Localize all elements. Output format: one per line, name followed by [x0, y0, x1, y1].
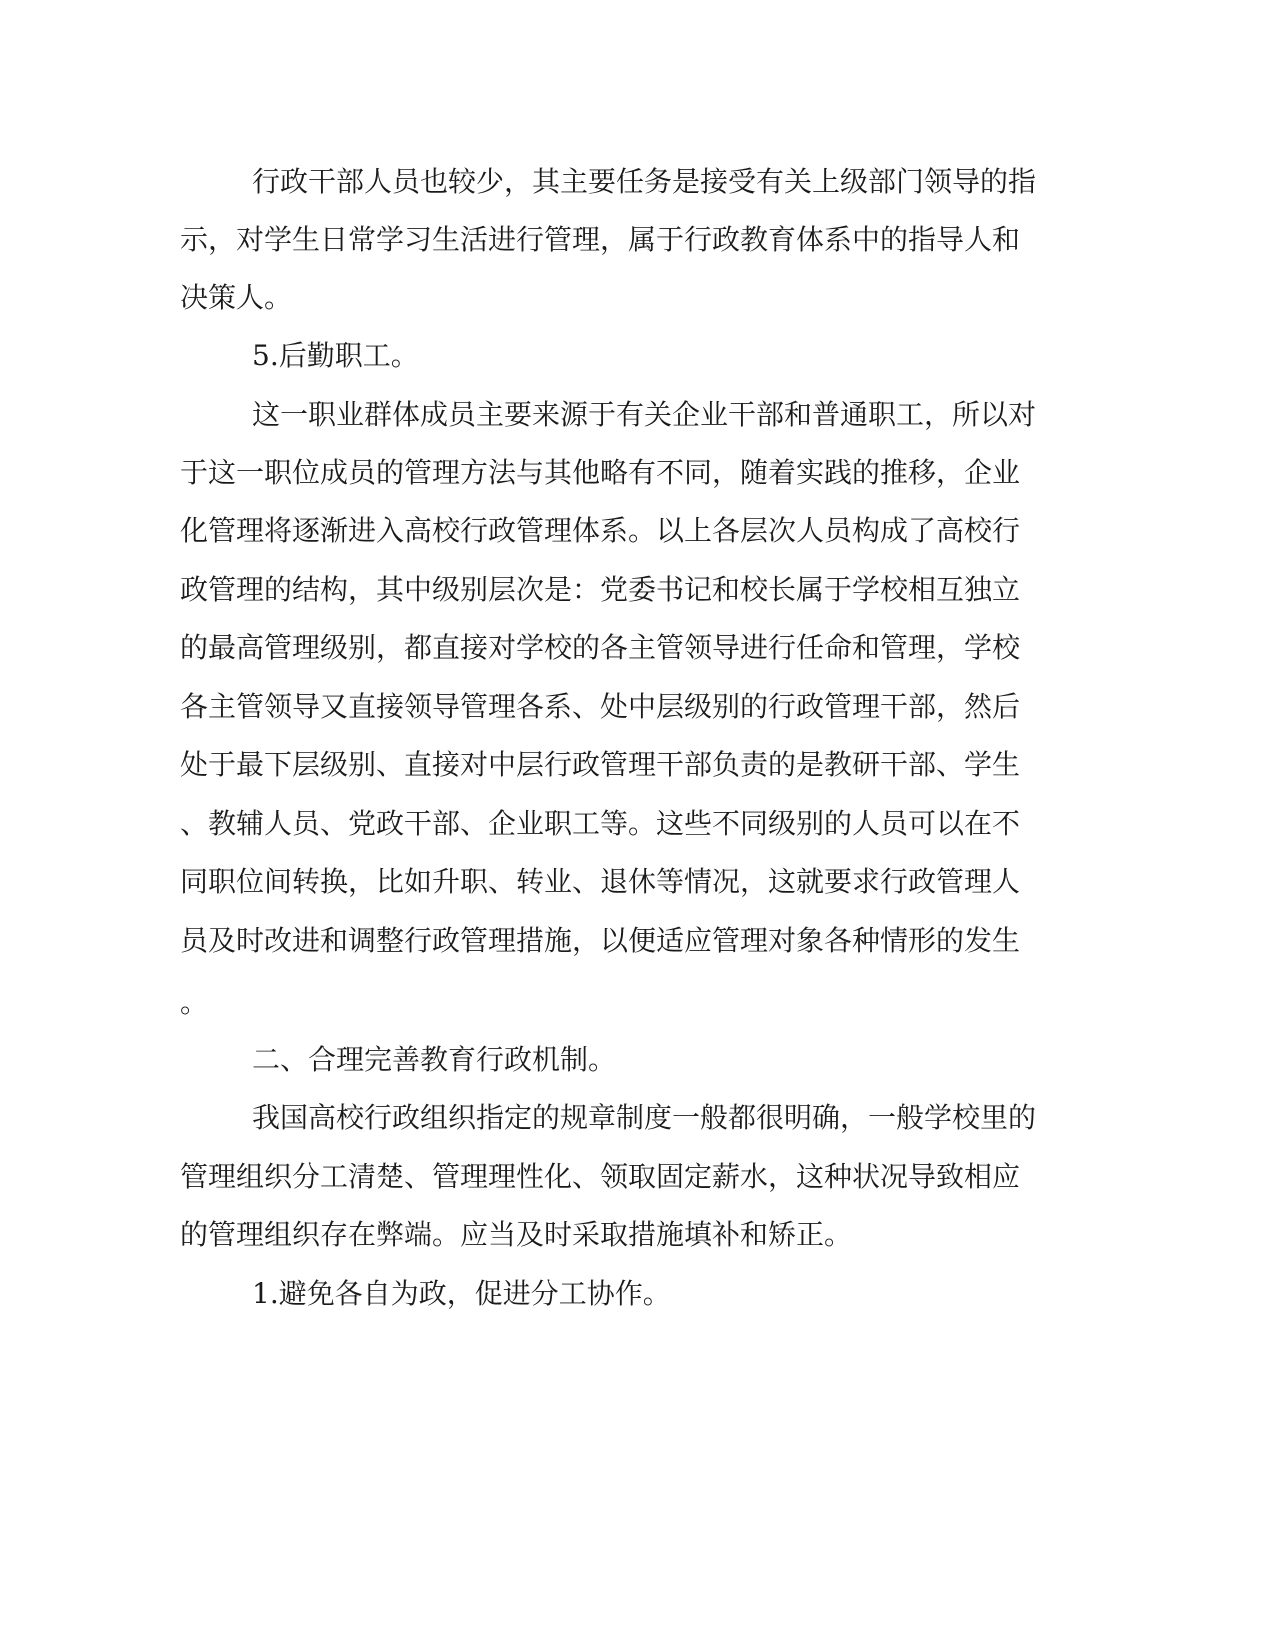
text-line: 政管理的结构，其中级别层次是：党委书记和校长属于学校相互独立 — [180, 573, 1021, 606]
text-line: 。 — [180, 986, 209, 1019]
text-line: 的管理组织存在弊端。应当及时采取措施填补和矫正。 — [180, 1218, 853, 1251]
text-line: 的最高管理级别，都直接对学校的各主管领导进行任命和管理，学校 — [180, 631, 1021, 664]
text-line: 管理组织分工清楚、管理理性化、领取固定薪水，这种状况导致相应 — [180, 1160, 1021, 1193]
text-line: 、教辅人员、党政干部、企业职工等。这些不同级别的人员可以在不 — [180, 807, 1021, 840]
text-line: 各主管领导又直接领导管理各系、处中层级别的行政管理干部，然后 — [180, 690, 1021, 723]
section-heading: 1.避免各自为政，促进分工协作。 — [252, 1277, 671, 1310]
text-line: 同职位间转换，比如升职、转业、退休等情况，这就要求行政管理人 — [180, 865, 1021, 898]
text-line: 决策人。 — [180, 281, 293, 314]
section-heading: 二、合理完善教育行政机制。 — [252, 1043, 617, 1076]
section-heading: 5.后勤职工。 — [252, 339, 419, 372]
text-line: 示，对学生日常学习生活进行管理，属于行政教育体系中的指导人和 — [180, 223, 1021, 256]
text-line: 员及时改进和调整行政管理措施，以便适应管理对象各种情形的发生 — [180, 924, 1021, 957]
text-line: 行政干部人员也较少，其主要任务是接受有关上级部门领导的指 — [252, 165, 1037, 198]
text-line: 于这一职位成员的管理方法与其他略有不同，随着实践的推移，企业 — [180, 456, 1021, 489]
text-line: 这一职业群体成员主要来源于有关企业干部和普通职工，所以对 — [252, 398, 1037, 431]
text-line: 我国高校行政组织指定的规章制度一般都很明确，一般学校里的 — [252, 1101, 1037, 1134]
text-line: 处于最下层级别、直接对中层行政管理干部负责的是教研干部、学生 — [180, 748, 1021, 781]
text-line: 化管理将逐渐进入高校行政管理体系。以上各层次人员构成了高校行 — [180, 514, 1021, 547]
